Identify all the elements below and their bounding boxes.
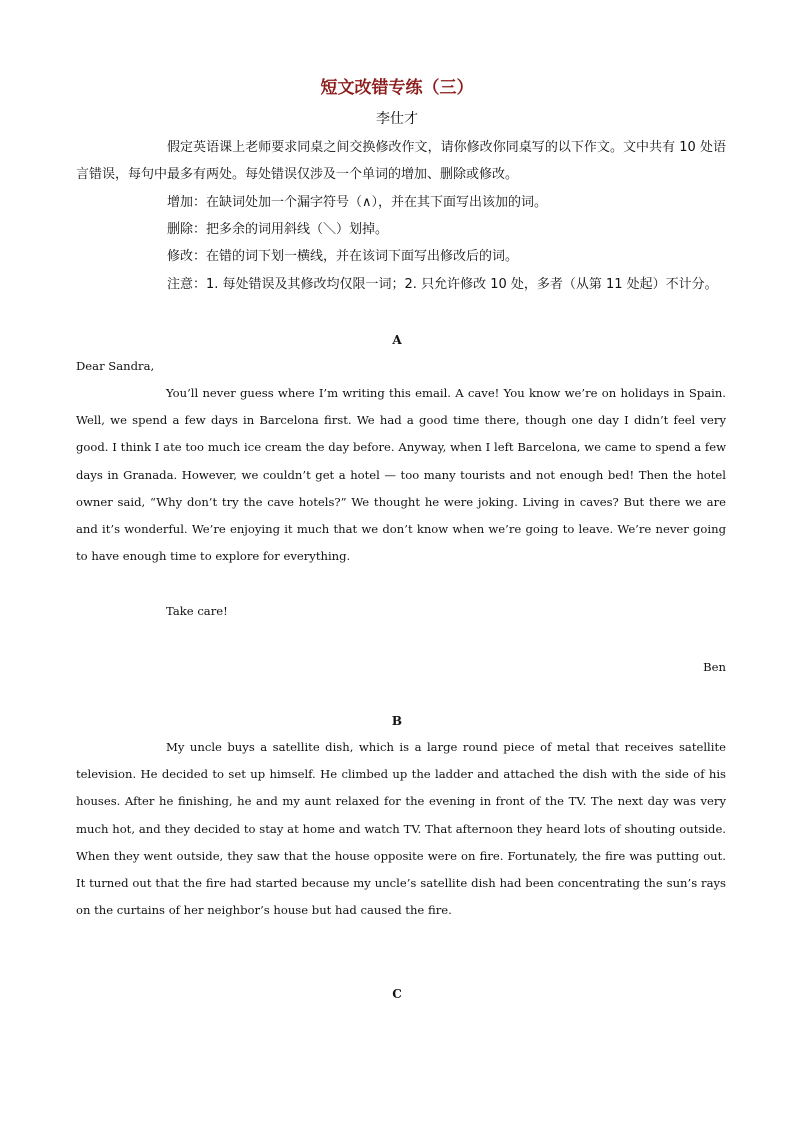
- section-a-greeting: Dear Sandra,: [76, 359, 155, 373]
- instructions-add: 增加：在缺词处加一个漏字符号（∧），并在其下面写出该加的词。: [167, 195, 548, 210]
- instructions-note: 注意：1. 每处错误及其修改均仅限一词；2. 只允许修改 10 处，多者（从第 11 处起）不计分。: [167, 277, 718, 292]
- section-b-body: My uncle buys a satellite dish, which is a large round piece of metal that receives satellite television. He decided to set up himself. He climbed up the ladder and attached the dish with the side of his houses. After he finishing, he and my aunt relaxed for the evening in front of the TV. The next day was very much hot, and they decided to stay at home and watch TV. That afternoon they heard lots of shouting outside. When they went outside, they saw that the house opposite were on fire. Fortunately, the fire was putting out. It turned out that the fire had started because my uncle’s satellite dish had been concentrating the sun’s rays on the curtains of her neighbor’s house but had caused the fire.: [76, 740, 726, 918]
- section-a-signature: Ben: [703, 660, 726, 674]
- instructions-intro: 假定英语课上老师要求同桌之间交换修改作文，请你修改你同桌写的以下作文。文中共有 10 处语言错误，每句中最多有两处。每处错误仅涉及一个单词的增加、删除或修改。: [76, 140, 726, 183]
- page-title: 短文改错专练（三）: [320, 78, 474, 98]
- author-name: 李仕才: [376, 111, 418, 127]
- instructions-delete: 删除：把多余的词用斜线（＼）划掉。: [167, 222, 389, 237]
- section-a-body: You’ll never guess where I’m writing this email. A cave! You know we’re on holidays in Spain. Well, we spend a few days in Barcelona first. We had a good time there, though one day I didn’t feel very good. I think I ate too much ice cream the day before. Anyway, when I left Barcelona, we came to spend a few days in Granada. However, we couldn’t get a hotel — too many tourists and not enough bed! Then the hotel owner said, “Why don’t try the cave hotels?” We thought he were joking. Living in caves? But there we are and it’s wonderful. We’re enjoying it much that we don’t know when we’re going to leave. We’re never going to have enough time to explore for everything.: [76, 386, 726, 564]
- section-c-label: C: [392, 987, 402, 1001]
- section-a-closing: Take care!: [166, 604, 228, 618]
- section-b-label: B: [391, 714, 403, 728]
- section-a-label: A: [392, 333, 402, 347]
- instructions-modify: 修改：在错的词下划一横线，并在该词下面写出修改后的词。: [167, 249, 519, 264]
